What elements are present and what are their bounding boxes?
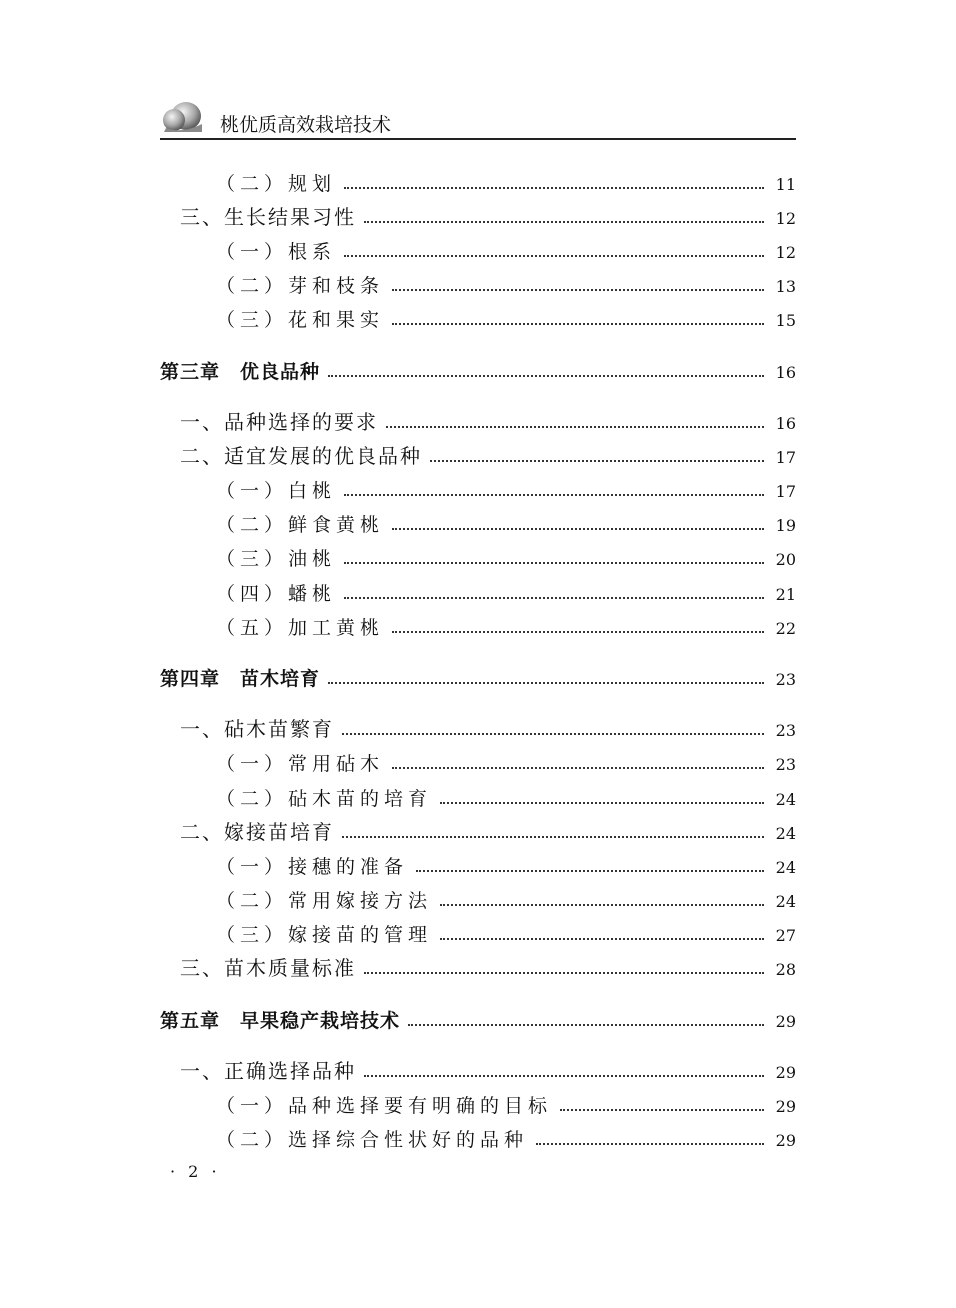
toc-entry-title: （二）鲜食黄桃	[216, 514, 385, 536]
toc-entry	[160, 302, 796, 332]
toc-entry-page: 29	[775, 1063, 796, 1082]
toc-entry	[160, 1088, 796, 1118]
dot-leader	[364, 221, 764, 223]
toc-entry	[160, 507, 796, 537]
toc-entry-title: （一）根系	[216, 241, 337, 263]
toc-entry-page: 12	[775, 243, 796, 262]
toc-entry	[160, 268, 796, 298]
toc-entry-page: 15	[775, 311, 796, 330]
dot-leader	[440, 938, 764, 940]
toc-entry	[160, 234, 796, 264]
toc-entry	[160, 439, 796, 469]
toc-entry-title: （二）砧木苗的培育	[216, 788, 433, 810]
toc-entry-page: 23	[775, 755, 796, 774]
dot-leader	[392, 767, 764, 769]
toc-entry-title: （一）白桃	[216, 480, 337, 502]
toc-entry-title: 第五章 早果稳产栽培技术	[160, 1010, 401, 1032]
toc-entry	[160, 883, 796, 913]
toc-entry-title: 三、苗木质量标准	[180, 956, 356, 980]
toc-entry-page: 17	[775, 482, 796, 501]
dot-leader	[344, 494, 764, 496]
toc-entry-page: 21	[775, 585, 796, 604]
toc-entry	[160, 166, 796, 196]
toc-entry	[160, 781, 796, 811]
dot-leader	[364, 972, 764, 974]
toc-entry	[160, 746, 796, 776]
dot-leader	[392, 631, 764, 633]
toc-entry-title: 三、生长结果习性	[180, 205, 356, 229]
dot-leader	[344, 187, 764, 189]
toc-entry-title: （一）常用砧木	[216, 753, 385, 775]
toc-entry-page: 20	[775, 550, 796, 569]
toc-entry-page: 29	[775, 1131, 796, 1150]
toc-entry-page: 28	[775, 960, 796, 979]
toc-entry-title: 第三章 优良品种	[160, 361, 321, 383]
toc-entry	[160, 849, 796, 879]
book-title: 桃优质高效栽培技术	[220, 114, 392, 136]
toc-entry-title: （三）嫁接苗的管理	[216, 924, 433, 946]
dot-leader	[386, 426, 764, 428]
dot-leader	[344, 562, 764, 564]
toc-entry-page: 16	[775, 363, 796, 382]
dot-leader	[344, 255, 764, 257]
dot-leader	[536, 1143, 764, 1145]
dot-leader	[364, 1075, 764, 1077]
dot-leader	[328, 682, 764, 684]
toc-entry-page: 23	[775, 721, 796, 740]
toc-entry	[160, 1054, 796, 1084]
toc-entry-title: 二、适宜发展的优良品种	[180, 444, 422, 468]
toc-entry	[160, 1122, 796, 1152]
toc-entry-page: 19	[775, 516, 796, 535]
toc-entry	[160, 576, 796, 606]
toc-entry-page: 17	[775, 448, 796, 467]
toc-entry-title: （二）常用嫁接方法	[216, 890, 433, 912]
running-header	[160, 98, 796, 140]
toc-entry-title: 第四章 苗木培育	[160, 668, 321, 690]
dot-leader	[560, 1109, 764, 1111]
toc-entry-title: 一、砧木苗繁育	[180, 717, 334, 741]
toc-entry-page: 16	[775, 414, 796, 433]
dot-leader	[440, 904, 764, 906]
toc-chapter-entry	[160, 661, 796, 691]
toc-chapter-entry	[160, 1003, 796, 1033]
toc-entry-title: （三）花和果实	[216, 309, 385, 331]
toc-entry-title: （四）蟠桃	[216, 583, 337, 605]
toc-entry	[160, 917, 796, 947]
dot-leader	[342, 733, 764, 735]
toc-entry-page: 23	[775, 670, 796, 689]
toc-entry-page: 24	[775, 858, 796, 877]
toc-entry-page: 27	[775, 926, 796, 945]
toc-entry-page: 29	[775, 1012, 796, 1031]
toc-entry	[160, 951, 796, 981]
toc-chapter-entry	[160, 354, 796, 384]
dot-leader	[328, 375, 764, 377]
toc-entry-page: 11	[775, 175, 796, 194]
page-number: · 2 ·	[170, 1162, 221, 1181]
toc-entry	[160, 541, 796, 571]
dot-leader	[408, 1024, 764, 1026]
dot-leader	[342, 836, 764, 838]
toc-entry-title: （二）规划	[216, 173, 337, 195]
toc-entry-page: 13	[775, 277, 796, 296]
toc-entry-page: 22	[775, 619, 796, 638]
toc-entry	[160, 405, 796, 435]
dot-leader	[392, 289, 764, 291]
dot-leader	[344, 597, 764, 599]
header-divider	[160, 138, 796, 140]
toc-entry	[160, 712, 796, 742]
toc-entry-title: （五）加工黄桃	[216, 617, 385, 639]
toc-entry-title: 一、品种选择的要求	[180, 410, 378, 434]
toc-entry	[160, 473, 796, 503]
toc-entry	[160, 815, 796, 845]
toc-entry-title: 二、嫁接苗培育	[180, 820, 334, 844]
dot-leader	[392, 528, 764, 530]
toc-entry-title: （二）芽和枝条	[216, 275, 385, 297]
toc-entry-title: 一、正确选择品种	[180, 1059, 356, 1083]
toc-entry-page: 24	[775, 892, 796, 911]
dot-leader	[416, 870, 764, 872]
toc-entry-page: 12	[775, 209, 796, 228]
toc-entry-page: 29	[775, 1097, 796, 1116]
toc-entry-title: （一）品种选择要有明确的目标	[216, 1095, 553, 1117]
peach-logo-icon	[162, 98, 204, 134]
toc-entry-title: （二）选择综合性状好的品种	[216, 1129, 529, 1151]
dot-leader	[392, 323, 764, 325]
dot-leader	[430, 460, 764, 462]
toc-entry-page: 24	[775, 824, 796, 843]
toc-entry-page: 24	[775, 790, 796, 809]
toc-entry-title: （三）油桃	[216, 548, 337, 570]
toc-entry-title: （一）接穗的准备	[216, 856, 409, 878]
toc-entry	[160, 610, 796, 640]
toc-entry	[160, 200, 796, 230]
dot-leader	[440, 802, 764, 804]
